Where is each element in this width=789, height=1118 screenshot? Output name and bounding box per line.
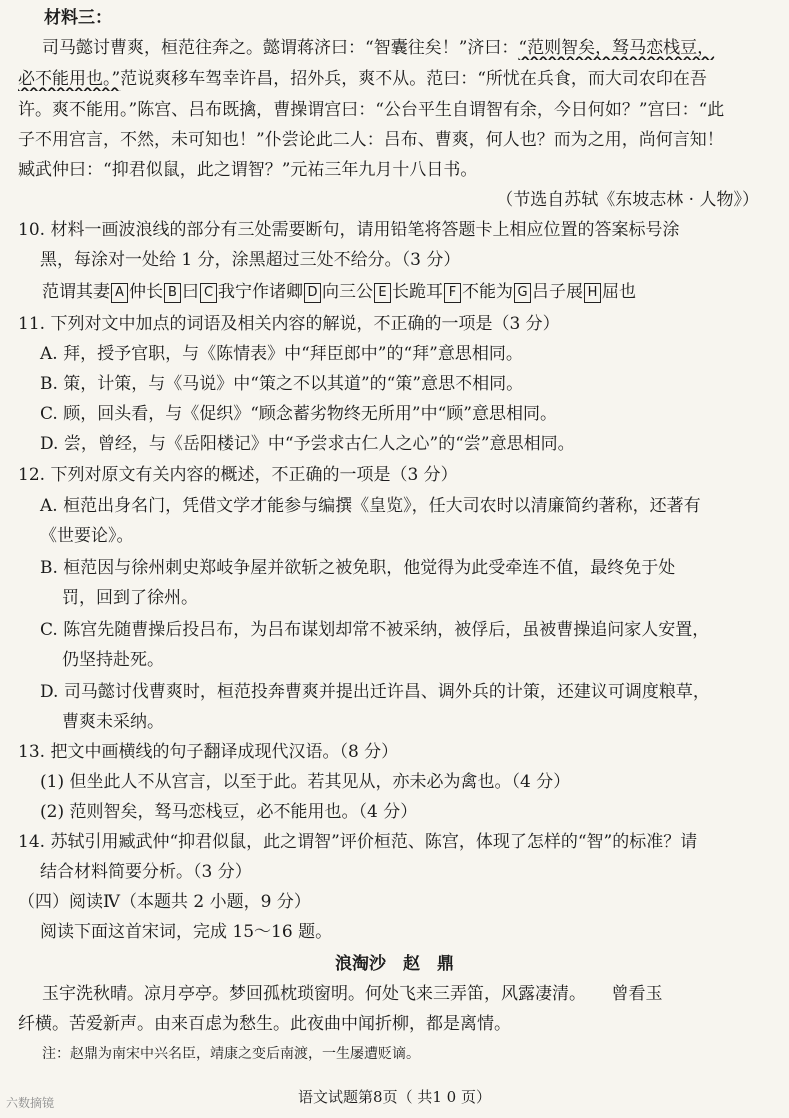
q14-stem-1: 14. 苏轼引用臧武仲“抑君似鼠，此之谓智”评价桓范、陈宫，体现了怎样的“智”的标准？请 xyxy=(18,832,698,852)
material3-source: （节选自苏轼《东坡志林 · 人物》） xyxy=(496,190,759,210)
q10-seg: 仲长 xyxy=(129,282,163,302)
q12-option-c-1: C. 陈宫先随曹操后投吕布，为吕布谋划却常不被采纳，被俘后，虽被曹操追问家人安置， xyxy=(40,620,710,640)
q10-seg: 向三公 xyxy=(322,282,373,302)
q10-mark-h: H xyxy=(584,283,601,303)
material3-line-1 xyxy=(0,36,789,60)
q12-option-d-1: D. 司马懿讨伐曹爽时，桓范投奔曹爽并提出迁许昌、调外兵的计策，还建议可调度粮草， xyxy=(40,682,710,702)
material3-line-3: 许。爽不能用。”陈宫、吕布既擒，曹操谓宫曰：“公台平生自谓智有余，今日何如？”宫曰：“此 xyxy=(18,100,725,120)
q11-option-d: D. 尝，曾经，与《岳阳楼记》中“予尝求古仁人之心”的“尝”意思相同。 xyxy=(40,434,575,454)
q13-stem: 13. 把文中画横线的句子翻译成现代汉语。（8 分） xyxy=(18,742,399,762)
q10-mark-c: C xyxy=(200,283,217,303)
q12-stem: 12. 下列对原文有关内容的概述，不正确的一项是（3 分） xyxy=(18,465,458,485)
q10-seg: 屈也 xyxy=(602,282,636,302)
q12-option-b-2: 罚，回到了徐州。 xyxy=(62,588,198,608)
watermark-logo: 六数摘镜 xyxy=(6,1096,55,1110)
material3-text-1: 司马懿讨曹爽，桓范往奔之。懿谓蒋济曰：“智囊往矣！”济曰： xyxy=(42,38,519,58)
q14-stem-2: 结合材料简要分析。（3 分） xyxy=(40,862,252,882)
material3-wavy-1: “范则智矣，驽马恋栈豆， xyxy=(518,38,715,58)
section4-intro: 阅读下面这首宋词，完成 15～16 题。 xyxy=(40,922,333,942)
poem-line-2: 纤横。苦爱新声。由来百虑为愁生。此夜曲中闻折柳，都是离情。 xyxy=(18,1014,511,1034)
q10-seg: 吕子展 xyxy=(532,282,583,302)
q10-seg: 我宁作诸卿 xyxy=(218,282,303,302)
q13-sentence-2: (2) 范则智矣，驽马恋栈豆，必不能用也。（4 分） xyxy=(40,802,418,822)
material3-wavy-2: 必不能用也。” xyxy=(18,69,121,89)
q12-option-a-1: A. 桓范出身名门，凭借文学才能参与编撰《皇览》，任大司农时以清廉简约著称，还著有 xyxy=(40,496,701,516)
q10-stem-2: 黑，每涂对一处给 1 分，涂黑超过三处不给分。（3 分） xyxy=(40,250,461,270)
section4-heading: （四）阅读Ⅳ（本题共 2 小题，9 分） xyxy=(18,892,311,912)
material3-text-2: 范说爽移车驾幸许昌，招外兵，爽不从。范曰：“所忧在兵食，而大司农印在吾 xyxy=(120,69,707,89)
q13-sentence-1: (1) 但坐此人不从宫言，以至于此。若其见从，亦未必为禽也。（4 分） xyxy=(40,772,571,792)
material3-line-2 xyxy=(0,67,789,91)
q10-mark-g: G xyxy=(514,283,531,303)
q10-sentence xyxy=(0,280,789,304)
q10-mark-e: E xyxy=(374,283,391,303)
q10-seg: 长跪耳 xyxy=(392,282,443,302)
q12-option-a-2: 《世要论》。 xyxy=(40,526,134,546)
q11-option-a: A. 拜，授予官职，与《陈情表》中“拜臣郎中”的“拜”意思相同。 xyxy=(40,344,523,364)
q10-mark-b: B xyxy=(164,283,181,303)
q10-stem-1: 10. 材料一画波浪线的部分有三处需要断句，请用铅笔将答题卡上相应位置的答案标号涂 xyxy=(18,220,680,240)
q11-stem: 11. 下列对文中加点的词语及相关内容的解说，不正确的一项是（3 分） xyxy=(18,314,560,334)
q10-seg: 曰 xyxy=(182,282,199,302)
q10-seg: 不能为 xyxy=(462,282,513,302)
material3-line-4: 子不用宫言，不然，未可知也！”仆尝论此二人：吕布、曹爽，何人也？而为之用，尚何言知！ xyxy=(18,130,724,150)
q10-mark-f: F xyxy=(444,283,461,303)
q12-option-c-2: 仍坚持赴死。 xyxy=(62,650,164,670)
q11-option-b: B. 策，计策，与《马说》中“策之不以其道”的“策”意思不相同。 xyxy=(40,374,524,394)
q10-mark-d: D xyxy=(304,283,321,303)
poem-line-1: 玉宇洗秋晴。凉月亭亭。梦回孤枕琐窗明。何处飞来三弄笛，风露凄清。 曾看玉 xyxy=(42,984,663,1004)
material-heading: 材料三： xyxy=(44,8,112,28)
page-footer: 语文试题第8页（ 共1 0 页） xyxy=(298,1088,491,1106)
q12-option-b-1: B. 桓范因与徐州刺史郑岐争屋并欲斩之被免职，他觉得为此受牵连不值，最终免于处 xyxy=(40,558,676,578)
material3-line-5: 臧武仲曰：“抑君似鼠，此之谓智？”元祐三年九月十八日书。 xyxy=(18,160,478,180)
poem-note: 注：赵鼎为南宋中兴名臣，靖康之变后南渡，一生屡遭贬谪。 xyxy=(42,1046,420,1062)
q12-option-d-2: 曹爽未采纳。 xyxy=(62,712,164,732)
poem-title: 浪淘沙 赵 鼎 xyxy=(335,954,454,974)
q11-option-c: C. 顾，回头看，与《促织》“顾念蓄劣物终无所用”中“顾”意思相同。 xyxy=(40,404,557,424)
q10-seg: 范谓其妻 xyxy=(42,282,110,302)
q10-mark-a: A xyxy=(111,283,128,303)
